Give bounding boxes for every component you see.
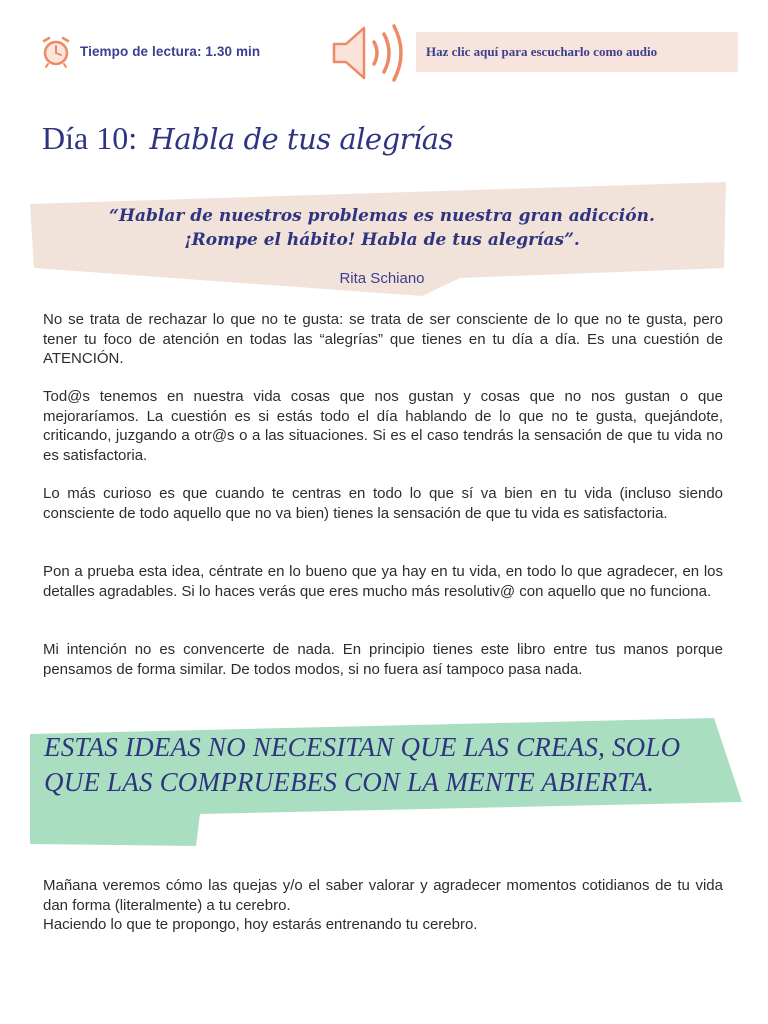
- reading-time: Tiempo de lectura: 1.30 min: [80, 44, 261, 59]
- paragraph-5: Mi intención no es convencerte de nada. En principio tienes este libro entre tus manos porque pensamos de forma similar. De todos modos, si no fuera así tampoco pasa nada.: [43, 641, 723, 678]
- quote-block: [30, 182, 730, 300]
- title-day: Día 10:: [42, 120, 138, 156]
- paragraph-1: No se trata de rechazar lo que no te gusta: se trata de ser consciente de lo que no te gusta, pero tener tu foco de atención en todas las “alegrías” que tienes en tu día a día. Es una cuestión de ATENCIÓN.: [43, 311, 723, 367]
- closing-paragraph: [43, 876, 723, 935]
- paragraph-4: Pon a prueba esta idea, céntrate en lo bueno que ya hay en tu vida, en todo lo que agradecer, en los detalles agradables. Si lo haces verás que eres mucho más resolutiv@ con aquello que no funciona.: [43, 563, 723, 600]
- quote-line-2: ¡Rompe el hábito! Habla de tus alegrías”.: [184, 230, 580, 250]
- paragraph-2: Tod@s tenemos en nuestra vida cosas que nos gustan y cosas que no nos gustan o que mejoraríamos. La cuestión es si estás todo el día hablando de lo que no te gusta, quejándote, criticando, juzgando a otr@s o a las situaciones. Si es el caso tendrás la sensación de que tu vida no es satisfactoria.: [43, 388, 723, 464]
- page-title: [42, 120, 453, 157]
- paragraph-3: Lo más curioso es que cuando te centras en todo lo que sí va bien en tu vida (incluso siendo consciente de todo aquello que no va bien) tienes la sensación de que tu vida es satisfactoria.: [43, 485, 723, 522]
- audio-link-label[interactable]: Haz clic aquí para escucharlo como audio: [426, 44, 658, 59]
- title-subtitle: Habla de tus alegrías: [149, 122, 453, 156]
- quote-line-1: “Hablar de nuestros problemas es nuestra gran adicción.: [109, 206, 655, 226]
- quote-author: Rita Schiano: [339, 270, 425, 287]
- closing-line-1: Mañana veremos cómo las quejas y/o el saber valorar y agradecer momentos cotidianos de tu vida dan forma (literalmente) a tu cerebro.: [43, 877, 723, 914]
- audio-link-button[interactable]: [416, 32, 738, 72]
- page-header: [0, 0, 768, 100]
- alarm-clock-icon: [40, 36, 72, 68]
- speaker-icon[interactable]: [330, 22, 410, 84]
- closing-line-2: Haciendo lo que te propongo, hoy estarás entrenando tu cerebro.: [43, 916, 478, 933]
- highlight-callout: [30, 718, 742, 848]
- highlight-text: ESTAS IDEAS NO NECESITAN QUE LAS CREAS, SOLO QUE LAS COMPRUEBES CON LA MENTE ABIERTA.: [44, 732, 681, 797]
- quote-text: [30, 204, 734, 252]
